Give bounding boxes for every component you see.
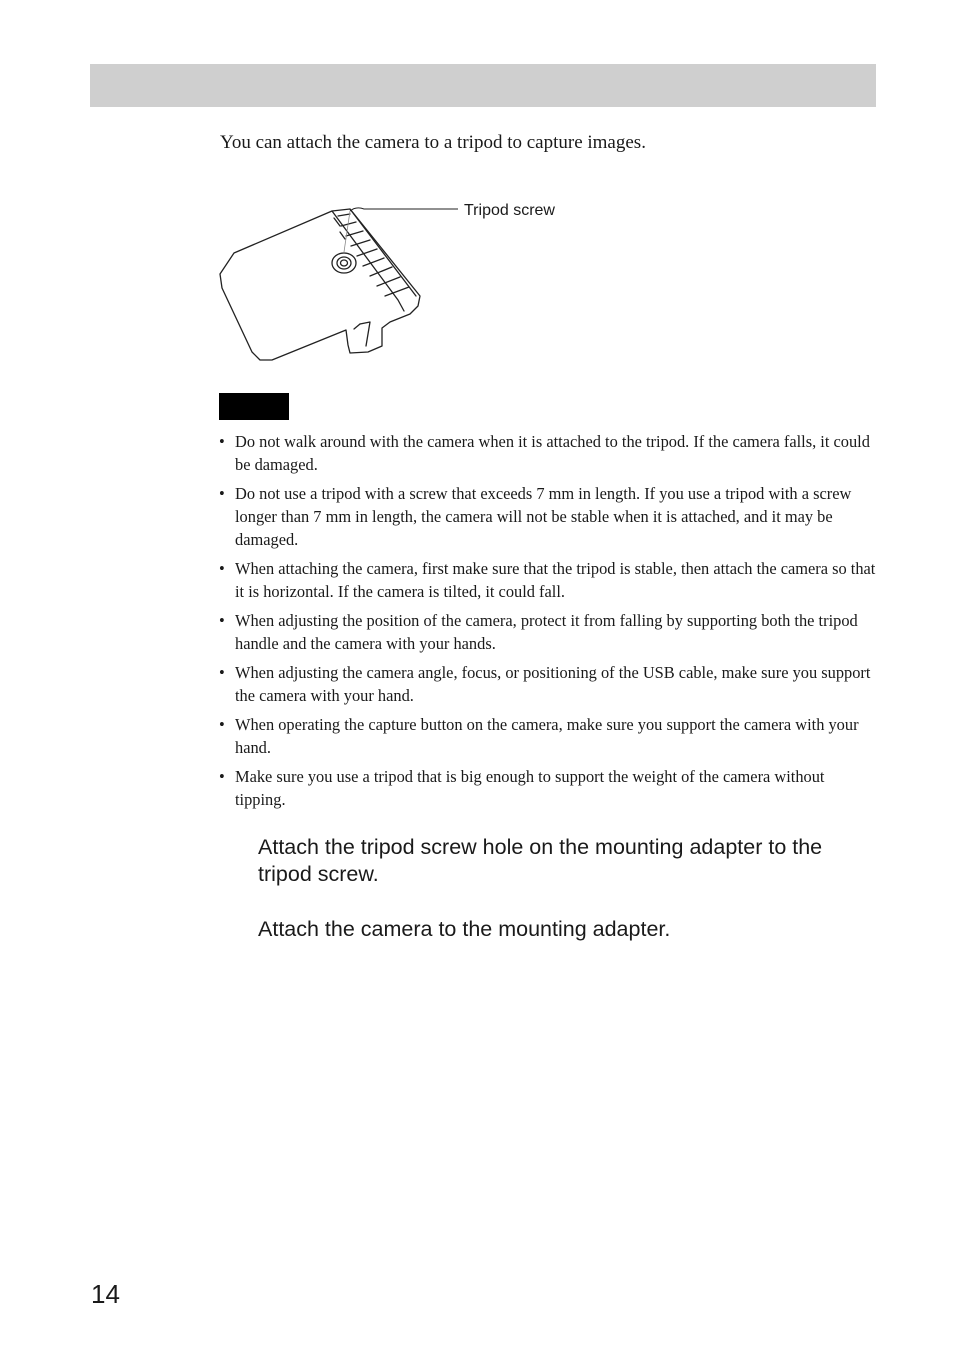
page-number: 14 [91, 1279, 120, 1309]
steps-list [258, 834, 868, 971]
note-item: • When adjusting the position of the camera, protect it from falling by supporting both the tripod handle and the camera with your hands. [219, 611, 858, 653]
note-label-block [219, 393, 289, 420]
note-item: • When adjusting the camera angle, focus, or positioning of the USB cable, make sure you support the camera with your hand. [219, 663, 871, 705]
note-item: • When operating the capture button on the camera, make sure you support the camera with your hand. [219, 715, 859, 757]
intro-text: You can attach the camera to a tripod to capture images. [220, 132, 646, 153]
tripod-screw-callout: Tripod screw [464, 202, 555, 219]
note-item: • Make sure you use a tripod that is big enough to support the weight of the camera without tipping. [219, 767, 825, 809]
note-item: • Do not walk around with the camera when it is attached to the tripod. If the camera falls, it could be damaged. [219, 432, 870, 474]
note-item: • Do not use a tripod with a screw that exceeds 7 mm in length. If you use a tripod with a screw longer than 7 mm in length, the camera will not be stable when it is attached, and it may be damaged. [219, 484, 852, 549]
bullet-icon: • [219, 559, 225, 578]
bullet-icon: • [219, 611, 225, 630]
section-header-bar [90, 64, 876, 107]
bullet-icon: • [219, 767, 225, 786]
notes-list [219, 430, 879, 817]
bullet-icon: • [219, 484, 225, 503]
step-item: Attach the camera to the mounting adapter. [258, 917, 671, 941]
note-item: • When attaching the camera, first make sure that the tripod is stable, then attach the camera so that it is horizontal. If the camera is tilted, it could fall. [219, 559, 876, 601]
mounting-adapter-illustration [214, 196, 464, 368]
bullet-icon: • [219, 663, 225, 682]
bullet-icon: • [219, 715, 225, 734]
tripod-figure [214, 196, 574, 368]
step-item: Attach the tripod screw hole on the mounting adapter to the tripod screw. [258, 835, 823, 886]
bullet-icon: • [219, 432, 225, 451]
